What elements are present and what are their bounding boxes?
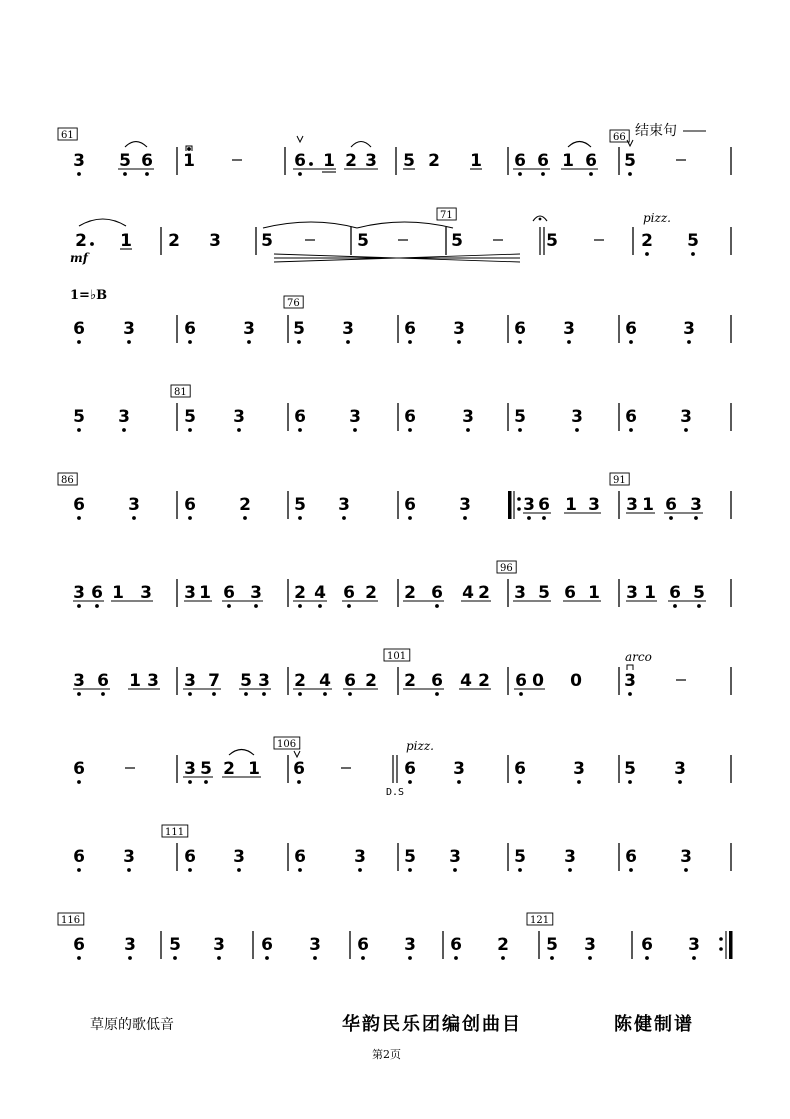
note: 1: [183, 151, 195, 171]
octave-dot-low: [518, 868, 522, 872]
note: 6: [450, 935, 462, 955]
octave-dot-low: [237, 868, 241, 872]
note: 2: [365, 671, 377, 691]
note: 6: [515, 671, 527, 691]
note: 3: [683, 319, 695, 339]
note: 6: [514, 759, 526, 779]
note: 3: [123, 319, 135, 339]
octave-dot-low: [204, 780, 208, 784]
note: 3: [250, 583, 262, 603]
octave-dot-low: [527, 516, 531, 520]
note: 6: [73, 935, 85, 955]
down-bow-mark: [627, 665, 633, 670]
note: 6: [73, 319, 85, 339]
octave-dot-low: [348, 692, 352, 696]
note: 6: [294, 407, 306, 427]
note: 5: [200, 759, 212, 779]
octave-dot-high: [187, 147, 191, 151]
note: 5: [240, 671, 252, 691]
octave-dot-low: [629, 340, 633, 344]
octave-dot-low: [408, 340, 412, 344]
octave-dot-low: [77, 428, 81, 432]
note: 3: [680, 407, 692, 427]
note: 3: [233, 847, 245, 867]
note: 3: [213, 935, 225, 955]
measure-number: 76: [287, 298, 300, 309]
octave-dot-low: [518, 780, 522, 784]
octave-dot-low: [298, 428, 302, 432]
note: 5: [546, 935, 558, 955]
augmentation-dot: [90, 242, 94, 246]
octave-dot-low: [457, 780, 461, 784]
octave-dot-low: [358, 868, 362, 872]
octave-dot-low: [101, 692, 105, 696]
note: 3: [523, 495, 535, 515]
tie: [357, 222, 453, 228]
octave-dot-low: [629, 868, 633, 872]
note: 2: [404, 671, 416, 691]
page-number: 第2页: [372, 1048, 401, 1061]
octave-dot-low: [687, 340, 691, 344]
octave-dot-low: [518, 340, 522, 344]
octave-dot-low: [217, 956, 221, 960]
note: 3: [453, 319, 465, 339]
octave-dot-low: [77, 780, 81, 784]
measure-number: 91: [613, 475, 626, 486]
octave-dot-low: [298, 516, 302, 520]
note: 6: [294, 847, 306, 867]
note: 3: [349, 407, 361, 427]
note: 5: [73, 407, 85, 427]
note: 6: [585, 151, 597, 171]
note: 6: [669, 583, 681, 603]
note: 5: [293, 319, 305, 339]
note: 3: [309, 935, 321, 955]
octave-dot-low: [408, 780, 412, 784]
note: 6: [73, 759, 85, 779]
measure-number: 71: [440, 210, 453, 221]
octave-dot-low: [122, 428, 126, 432]
note: 6: [431, 671, 443, 691]
octave-dot-low: [694, 516, 698, 520]
note: 3: [124, 935, 136, 955]
octave-dot-low: [298, 172, 302, 176]
note: 3: [342, 319, 354, 339]
octave-dot-low: [298, 868, 302, 872]
octave-dot-low: [297, 780, 301, 784]
octave-dot-low: [589, 172, 593, 176]
pizz-marking: pizz.: [406, 739, 434, 753]
note: 3: [128, 495, 140, 515]
note: 2: [294, 583, 306, 603]
measure-number: 116: [61, 915, 81, 926]
octave-dot-low: [262, 692, 266, 696]
octave-dot-low: [435, 692, 439, 696]
note: 5: [261, 231, 273, 251]
octave-dot-low: [188, 780, 192, 784]
octave-dot-low: [501, 956, 505, 960]
note: 6: [294, 151, 306, 171]
note: 5: [687, 231, 699, 251]
note: 5: [119, 151, 131, 171]
note: 5: [451, 231, 463, 251]
measure-number: 66: [613, 132, 626, 143]
note: 5: [538, 583, 550, 603]
measure-number: 121: [530, 915, 550, 926]
octave-dot-low: [575, 428, 579, 432]
note: 3: [462, 407, 474, 427]
measure-number: 101: [387, 651, 407, 662]
octave-dot-low: [188, 340, 192, 344]
octave-dot-low: [678, 780, 682, 784]
note: 3: [449, 847, 461, 867]
augmentation-dot: [309, 162, 313, 166]
note: 6: [514, 151, 526, 171]
note: 6: [344, 671, 356, 691]
octave-dot-low: [254, 604, 258, 608]
note: 6: [223, 583, 235, 603]
octave-dot-low: [684, 428, 688, 432]
octave-dot-low: [77, 868, 81, 872]
octave-dot-low: [145, 172, 149, 176]
note: 3: [571, 407, 583, 427]
note: 3: [564, 847, 576, 867]
measure-number: 106: [277, 739, 297, 750]
note: 1: [248, 759, 260, 779]
repeat-dot: [517, 497, 521, 501]
note: 2: [478, 583, 490, 603]
octave-dot-low: [408, 516, 412, 520]
note: 6: [625, 319, 637, 339]
note: 3: [459, 495, 471, 515]
slur: [79, 219, 126, 226]
octave-dot-low: [212, 692, 216, 696]
note: 1: [588, 583, 600, 603]
note: 3: [147, 671, 159, 691]
octave-dot-low: [577, 780, 581, 784]
octave-dot-low: [123, 172, 127, 176]
note: 1: [565, 495, 577, 515]
note: 6: [357, 935, 369, 955]
note: 3: [690, 495, 702, 515]
note: 6: [141, 151, 153, 171]
note: 5: [514, 407, 526, 427]
note: 1: [323, 151, 335, 171]
up-bow-mark: [627, 140, 633, 146]
octave-dot-low: [318, 604, 322, 608]
note: 3: [258, 671, 270, 691]
note: 1: [129, 671, 141, 691]
note: 6: [404, 407, 416, 427]
note: 2: [168, 231, 180, 251]
octave-dot-low: [298, 692, 302, 696]
note: 3: [243, 319, 255, 339]
note: 4: [319, 671, 331, 691]
note: 3: [365, 151, 377, 171]
note: 5: [403, 151, 415, 171]
note: 6: [564, 583, 576, 603]
slur: [351, 142, 371, 148]
note: 6: [538, 495, 550, 515]
octave-dot-low: [297, 340, 301, 344]
note: 3: [680, 847, 692, 867]
repeat-dot: [719, 947, 723, 951]
note: 3: [584, 935, 596, 955]
note: 3: [404, 935, 416, 955]
octave-dot-low: [361, 956, 365, 960]
octave-dot-low: [77, 516, 81, 520]
note: 1: [470, 151, 482, 171]
octave-dot-low: [628, 692, 632, 696]
note: 3: [514, 583, 526, 603]
note: 2: [365, 583, 377, 603]
note: 6: [537, 151, 549, 171]
note: 6: [431, 583, 443, 603]
octave-dot-low: [519, 692, 523, 696]
note: 1: [120, 231, 132, 251]
note: 6: [641, 935, 653, 955]
note: 6: [514, 319, 526, 339]
ds-marking: D.S: [386, 787, 405, 798]
note: 7: [208, 671, 220, 691]
octave-dot-low: [588, 956, 592, 960]
note: 3: [688, 935, 700, 955]
note: 3: [184, 671, 196, 691]
note: 3: [123, 847, 135, 867]
note: 0: [570, 671, 582, 691]
octave-dot-low: [132, 516, 136, 520]
octave-dot-low: [550, 956, 554, 960]
note: 3: [73, 583, 85, 603]
note: 4: [314, 583, 326, 603]
note: 3: [563, 319, 575, 339]
octave-dot-low: [518, 172, 522, 176]
note: 3: [674, 759, 686, 779]
octave-dot-low: [669, 516, 673, 520]
note: 2: [239, 495, 251, 515]
octave-dot-low: [313, 956, 317, 960]
octave-dot-low: [243, 516, 247, 520]
octave-dot-low: [466, 428, 470, 432]
octave-dot-low: [188, 868, 192, 872]
octave-dot-low: [323, 692, 327, 696]
octave-dot-low: [298, 604, 302, 608]
note: 1: [199, 583, 211, 603]
slur: [568, 142, 591, 148]
repeat-dot: [719, 937, 723, 941]
note: 3: [588, 495, 600, 515]
note: 1: [112, 583, 124, 603]
note: 6: [97, 671, 109, 691]
octave-dot-low: [692, 956, 696, 960]
note: 6: [91, 583, 103, 603]
note: 2: [641, 231, 653, 251]
slur: [125, 142, 147, 148]
repeat-dot: [517, 507, 521, 511]
octave-dot-low: [77, 692, 81, 696]
note: 6: [184, 495, 196, 515]
note: 3: [626, 495, 638, 515]
note: 2: [345, 151, 357, 171]
footer-title: 草原的歌低音: [90, 1017, 174, 1033]
note: 3: [338, 495, 350, 515]
footer-org: 华韵民乐团编创曲目: [342, 1014, 522, 1035]
note: 3: [354, 847, 366, 867]
note: 3: [626, 583, 638, 603]
note: 1: [642, 495, 654, 515]
note: 3: [73, 151, 85, 171]
note: 6: [184, 847, 196, 867]
octave-dot-low: [188, 516, 192, 520]
octave-dot-low: [244, 692, 248, 696]
key-change: 1=♭B: [70, 288, 108, 303]
octave-dot-low: [645, 956, 649, 960]
arco-marking: arco: [625, 650, 652, 664]
note: 6: [625, 407, 637, 427]
measure-number: 111: [165, 827, 185, 838]
note: 6: [343, 583, 355, 603]
note: 5: [294, 495, 306, 515]
up-bow-mark: [294, 751, 300, 757]
note: 2: [404, 583, 416, 603]
octave-dot-low: [457, 340, 461, 344]
note: 2: [478, 671, 490, 691]
note: 3: [140, 583, 152, 603]
note: 6: [404, 759, 416, 779]
note: 3: [573, 759, 585, 779]
note: 3: [118, 407, 130, 427]
octave-dot-low: [518, 428, 522, 432]
footer-author: 陈健制谱: [614, 1014, 694, 1035]
octave-dot-low: [77, 604, 81, 608]
note: 5: [693, 583, 705, 603]
note: 6: [404, 495, 416, 515]
octave-dot-low: [691, 252, 695, 256]
measure-number: 96: [500, 563, 513, 574]
octave-dot-low: [77, 340, 81, 344]
octave-dot-low: [628, 780, 632, 784]
octave-dot-low: [77, 956, 81, 960]
octave-dot-low: [342, 516, 346, 520]
note: 1: [562, 151, 574, 171]
note: 4: [460, 671, 472, 691]
pizz-marking: pizz.: [643, 211, 671, 225]
octave-dot-low: [173, 956, 177, 960]
octave-dot-low: [645, 252, 649, 256]
octave-dot-low: [408, 868, 412, 872]
note: 6: [665, 495, 677, 515]
note: 5: [624, 151, 636, 171]
repeat-thick-bar: [508, 491, 512, 519]
note: 2: [223, 759, 235, 779]
note: 3: [453, 759, 465, 779]
octave-dot-low: [128, 956, 132, 960]
note: 3: [184, 759, 196, 779]
note: 3: [209, 231, 221, 251]
octave-dot-low: [188, 692, 192, 696]
octave-dot-low: [127, 868, 131, 872]
octave-dot-low: [188, 428, 192, 432]
note: 0: [532, 671, 544, 691]
note: 6: [293, 759, 305, 779]
octave-dot-low: [408, 428, 412, 432]
octave-dot-low: [265, 956, 269, 960]
octave-dot-low: [541, 172, 545, 176]
note: 5: [546, 231, 558, 251]
note: 5: [624, 759, 636, 779]
note: 1: [644, 583, 656, 603]
note: 5: [404, 847, 416, 867]
up-bow-mark: [297, 136, 303, 142]
octave-dot-low: [227, 604, 231, 608]
octave-dot-low: [353, 428, 357, 432]
octave-dot-low: [684, 868, 688, 872]
octave-dot-low: [542, 516, 546, 520]
measure-number: 86: [61, 475, 74, 486]
octave-dot-low: [629, 428, 633, 432]
note: 6: [73, 495, 85, 515]
note: 5: [357, 231, 369, 251]
octave-dot-low: [346, 340, 350, 344]
octave-dot-low: [453, 868, 457, 872]
note: 5: [514, 847, 526, 867]
note: 6: [184, 319, 196, 339]
note: 2: [428, 151, 440, 171]
note: 6: [261, 935, 273, 955]
octave-dot-low: [454, 956, 458, 960]
note: 5: [184, 407, 196, 427]
note: 6: [625, 847, 637, 867]
octave-dot-low: [77, 172, 81, 176]
repeat-thick-bar: [729, 931, 733, 959]
octave-dot-low: [347, 604, 351, 608]
octave-dot-low: [463, 516, 467, 520]
tie: [263, 222, 357, 228]
note: 6: [404, 319, 416, 339]
octave-dot-low: [408, 956, 412, 960]
octave-dot-low: [628, 172, 632, 176]
octave-dot-low: [237, 428, 241, 432]
note: 2: [294, 671, 306, 691]
fermata-dot: [539, 218, 542, 221]
note: 4: [462, 583, 474, 603]
note: 5: [169, 935, 181, 955]
dynamic-mf: mf: [70, 251, 88, 265]
octave-dot-low: [567, 340, 571, 344]
note: 2: [497, 935, 509, 955]
measure-number: 81: [174, 387, 187, 398]
octave-dot-low: [127, 340, 131, 344]
note: 3: [73, 671, 85, 691]
octave-dot-low: [568, 868, 572, 872]
octave-dot-low: [673, 604, 677, 608]
octave-dot-low: [435, 604, 439, 608]
octave-dot-low: [697, 604, 701, 608]
note: 3: [624, 671, 636, 691]
measure-number: 61: [61, 130, 74, 141]
note: 3: [233, 407, 245, 427]
octave-dot-low: [95, 604, 99, 608]
note: 2: [75, 231, 87, 251]
note: 6: [73, 847, 85, 867]
octave-dot-low: [247, 340, 251, 344]
slur: [229, 750, 254, 756]
ending-phrase-label: 结束句: [635, 123, 677, 139]
note: 3: [184, 583, 196, 603]
